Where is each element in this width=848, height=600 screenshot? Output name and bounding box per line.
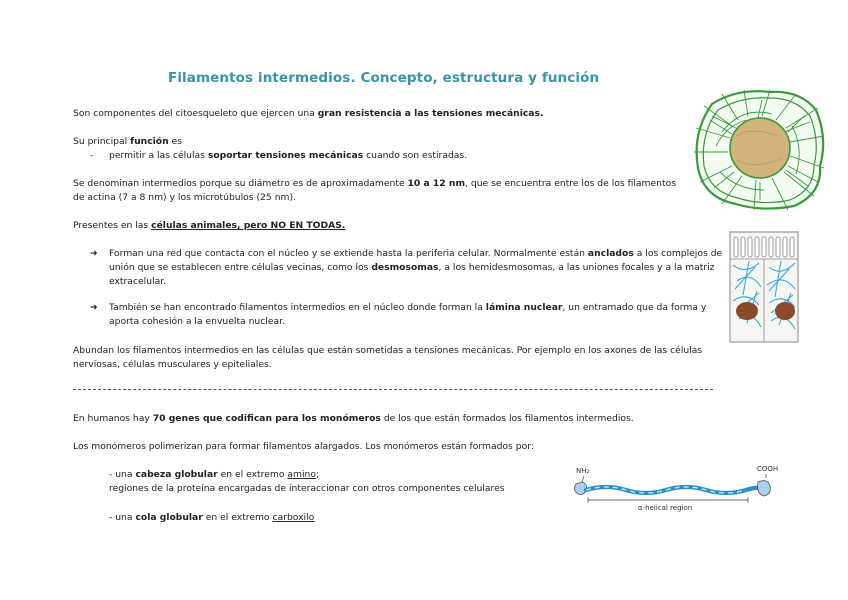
paragraph-presence: Presentes en las células animales, pero NO EN TODAS. [73, 220, 346, 231]
paragraph-abundance-line2: nerviosas, células musculares y epiteliales. [73, 359, 272, 370]
epithelial-cells-illustration [729, 231, 799, 343]
cooh-label: COOH [757, 465, 779, 473]
arrow-bullet-icon: ➜ [90, 249, 98, 259]
bullet1-line3: extracelular. [109, 276, 167, 287]
page-title: Filamentos intermedios. Concepto, estructura y función [168, 70, 600, 86]
item-head-description: regiones de la proteína encargadas de interaccionar con otros componentes celulares [109, 483, 505, 494]
bullet2-line1: También se han encontrado filamentos intermedios en el núcleo donde forman la lámina nuclear, un entramado que da forma y [109, 302, 707, 313]
bullet2-line2: aporta cohesión a la envuelta nuclear. [109, 316, 285, 327]
paragraph-monomers: Los monómeros polimerizan para formar filamentos alargados. Los monómeros están formados por: [73, 441, 534, 452]
function-item: permitir a las células soportar tensiones mecánicas cuando son estiradas. [109, 150, 468, 161]
item-head-domain: - una cabeza globular en el extremo amino; [109, 469, 320, 480]
cell-filament-network-illustration [692, 86, 828, 212]
arrow-bullet-icon: ➜ [90, 303, 98, 313]
globular-tail-icon [758, 481, 771, 496]
bullet1-line2: unión que se establecen entre células vecinas, como los desmosomas, a los hemidesmosomas, a las uniones focales y a la matriz [109, 262, 715, 273]
section-divider [73, 389, 713, 390]
paragraph-diameter-line1: Se denominan intermedios porque su diámetro es de aproximadamente 10 a 12 nm, que se encuentra entre los de los filamentos [73, 178, 676, 189]
monomer-structure-diagram [570, 462, 782, 514]
paragraph-intro: Son componentes del citoesqueleto que ejercen una gran resistencia a las tensiones mecánicas. [73, 108, 544, 119]
bullet1-line1: Forman una red que contacta con el núcleo y se extiende hasta la periferia celular. Normalmente están anclados a los complejos de [109, 248, 723, 259]
item-tail-domain: - una cola globular en el extremo carboxilo [109, 512, 315, 523]
paragraph-diameter-line2: de actina (7 a 8 nm) y los microtúbulos (25 nm). [73, 192, 296, 203]
paragraph-function: Su principal función es [73, 136, 183, 147]
function-bullet-dash: - [90, 150, 94, 161]
paragraph-abundance-line1: Abundan los filamentos intermedios en las células que están sometidas a tensiones mecánicas. Por ejemplo en los axones de las células [73, 345, 703, 356]
paragraph-genes: En humanos hay 70 genes que codifican para los monómeros de los que están formados los filamentos intermedios. [73, 413, 634, 424]
nh2-label: NH₂ [576, 467, 590, 475]
alpha-helical-region-label: α-helical region [638, 504, 693, 512]
globular-head-icon [574, 482, 586, 495]
alpha-helix-rod [586, 487, 760, 493]
